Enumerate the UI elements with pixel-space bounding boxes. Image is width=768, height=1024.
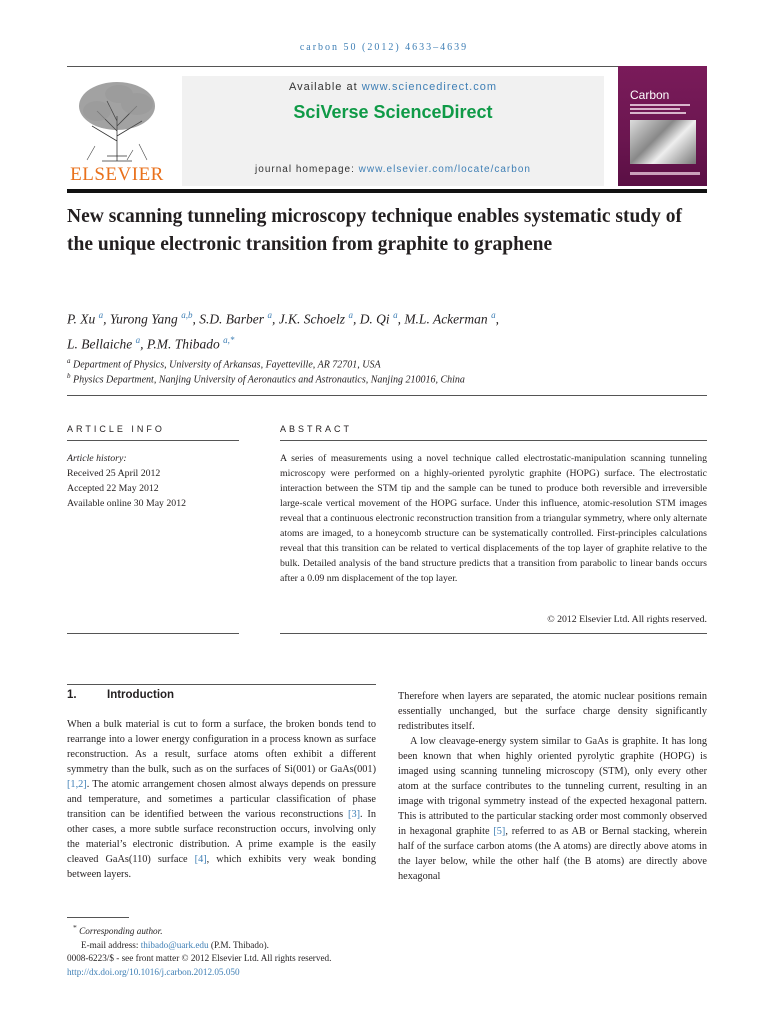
- received-date: Received 25 April 2012: [67, 468, 161, 479]
- doi-link[interactable]: http://dx.doi.org/10.1016/j.carbon.2012.05.050: [67, 966, 240, 977]
- email-owner: (P.M. Thibado).: [208, 939, 269, 950]
- author-separator: ,: [352, 311, 360, 327]
- abstract-text: A series of measurements using a novel technique called electrostatic-manipulation scanning tunneling microscopy were performed on a highly-oriented pyrolytic graphite (HOPG) surface. The electrostatic interaction between the STM tip and the sample can be tuned to produce both reversible and irreversible large-scale vertical movement of the HOPG surface. Under this influence, atomic-resolution STM images reveal that a continuous electronic reconstruction transition from a triangular symmetry, where only alternate atoms are imaged, to a honeycomb structure can be systematically controlled. First-principles calculations reveal that this transition can be related to vertical displacements of the top layer of graphite relative to the bulk. Detailed analysis of the band structure predicts that a transition from parabolic to linear bands occurs after a 0.09 nm displacement of the top layer.: [280, 453, 708, 584]
- elsevier-wordmark: ELSEVIER: [70, 164, 164, 185]
- section-heading-introduction: [67, 689, 174, 701]
- author-separator: ,: [495, 311, 499, 327]
- author-name: M.L. Ackerman: [404, 311, 488, 327]
- history-label: Article history:: [67, 453, 127, 464]
- paragraph-text: A low cleavage-energy system similar to GaAs is graphite. It has long been known that when highly oriented pyrolytic graphite (HOPG) is imaged using scanning tunneling microscopy (STM), only every other atom at the surface contributes to the tunneling current, resulting in an image with trigonal symmetry instead of the expected hexagonal pattern. This is attributed to the particular stacking order most commonly observed in hexagonal graphite: [398, 736, 707, 837]
- citation-link[interactable]: [4]: [194, 854, 207, 865]
- author-affiliation-mark[interactable]: a: [135, 334, 141, 345]
- abstract-bottom-rule: [280, 633, 707, 634]
- paragraph-text: , which exhibits very weak bonding between layers.: [67, 854, 376, 880]
- author-name: L. Bellaiche: [67, 336, 133, 351]
- body-column-left: [67, 717, 376, 882]
- author-list: [67, 305, 707, 354]
- sciverse-brand: SciVerse ScienceDirect: [293, 102, 493, 122]
- citation-link[interactable]: [3]: [348, 809, 361, 820]
- article-info-heading: ARTICLE INFO: [67, 424, 165, 434]
- affiliation-b: [67, 369, 707, 387]
- corresponding-label: Corresponding author.: [79, 926, 163, 937]
- author-affiliation-mark[interactable]: a: [98, 310, 104, 320]
- article-title: New scanning tunneling microscopy technique enables systematic study of the unique electronic transition from graphite to graphene: [67, 206, 683, 255]
- journal-homepage-link[interactable]: www.elsevier.com/locate/carbon: [358, 164, 531, 175]
- author-separator: ,: [397, 311, 405, 327]
- author-affiliation-mark[interactable]: a,*: [223, 334, 235, 345]
- accepted-date: Accepted 22 May 2012: [67, 483, 159, 494]
- author-name: S.D. Barber: [199, 311, 265, 327]
- author-separator: ,: [192, 311, 200, 327]
- paragraph: Therefore when layers are separated, the atomic nuclear positions remain essentially unchanged, but the surface charge density significantly redistributes itself.: [398, 691, 707, 732]
- header-thick-rule: [67, 189, 707, 193]
- footnotes: [67, 921, 707, 979]
- footnote-mark: *: [73, 923, 77, 932]
- section-rule: [67, 684, 376, 685]
- footnote-rule: [67, 917, 129, 918]
- sciencedirect-link[interactable]: www.sciencedirect.com: [361, 81, 498, 93]
- available-at-line: [182, 81, 604, 93]
- section-title: Introduction: [107, 689, 175, 701]
- author-name: J.K. Schoelz: [278, 311, 346, 327]
- email-link[interactable]: thibado@uark.edu: [140, 939, 209, 950]
- header-top-rule: [67, 66, 707, 67]
- author-separator: ,: [271, 311, 279, 327]
- author-affiliation-mark[interactable]: a,b: [181, 310, 193, 320]
- issn-line: 0008-6223/$ - see front matter © 2012 Elsevier Ltd. All rights reserved.: [67, 953, 332, 964]
- affiliation-text: Department of Physics, University of Arkansas, Fayetteville, AR 72701, USA: [73, 359, 381, 371]
- paragraph-text: . In other cases, a more subtle surface reconstruction occurs, involving only the material’s electronic distribution. A prime example is the easily cleaved GaAs(110) surface: [67, 809, 377, 865]
- affiliation-text: Physics Department, Nanjing University of Aeronautics and Astronautics, Nanjing 210016, China: [73, 374, 465, 386]
- doi-line: [67, 966, 707, 980]
- affiliation-mark: a: [67, 357, 71, 365]
- citation-link[interactable]: [5]: [493, 826, 506, 837]
- info-section-rule: [67, 395, 707, 396]
- author-name: Yurong Yang: [109, 311, 178, 327]
- paragraph: [398, 734, 707, 884]
- author-affiliation-mark[interactable]: a: [491, 310, 496, 320]
- article-history: [67, 451, 247, 511]
- paragraph-text: . The atomic arrangement chosen almost always depends on pressure and temperature, and sometimes a particular classification of phase transition can be identified between the various reconstructions: [67, 779, 376, 820]
- author-affiliation-mark[interactable]: a: [348, 310, 353, 320]
- abstract-rule: [280, 440, 707, 441]
- article-info-bottom-rule: [67, 633, 239, 634]
- article-info-rule: [67, 440, 239, 441]
- available-prefix: Available at: [288, 81, 362, 93]
- abstract-heading: ABSTRACT: [280, 424, 353, 434]
- cover-footer-bar: [630, 172, 700, 175]
- author-affiliation-mark[interactable]: a: [393, 310, 398, 320]
- email-label: E-mail address:: [81, 939, 141, 950]
- online-date: Available online 30 May 2012: [67, 498, 186, 509]
- homepage-prefix: journal homepage:: [255, 164, 359, 175]
- abstract-copyright: © 2012 Elsevier Ltd. All rights reserved.: [547, 614, 707, 625]
- body-column-right: [398, 689, 707, 884]
- journal-cover-title: Carbon: [630, 88, 670, 102]
- paragraph-text: When a bulk material is cut to form a surface, the broken bonds tend to rearrange into a lower energy configuration in a process known as surface reconstruction. As a result, surface atoms often exhibit a different symmetry than the bulk, such as on the surfaces of Si(001) or GaAs(001): [67, 719, 376, 775]
- author-name: D. Qi: [359, 311, 390, 327]
- author-name: P. Xu: [67, 311, 96, 327]
- journal-homepage-line: [182, 164, 604, 175]
- affiliation-mark: b: [67, 372, 71, 380]
- citation-link[interactable]: [1,2]: [67, 779, 87, 790]
- author-separator: ,: [103, 311, 110, 327]
- author-affiliation-mark[interactable]: a: [267, 310, 272, 320]
- journal-reference: carbon 50 (2012) 4633–4639: [299, 42, 469, 53]
- corresponding-author-note: [67, 921, 707, 939]
- cover-micrograph-image: [630, 120, 696, 164]
- cover-text-lines-icon: [630, 104, 700, 114]
- section-number: 1.: [67, 689, 77, 701]
- author-name: P.M. Thibado: [146, 336, 220, 351]
- paragraph-text: , referred to as AB or Bernal stacking, wherein half of the surface carbon atoms (the A atoms) are directly above atoms in the layer below, while the other half (the B atoms) are directly above hexagonal: [398, 826, 707, 882]
- email-line: [67, 939, 707, 953]
- author-separator: ,: [140, 336, 147, 351]
